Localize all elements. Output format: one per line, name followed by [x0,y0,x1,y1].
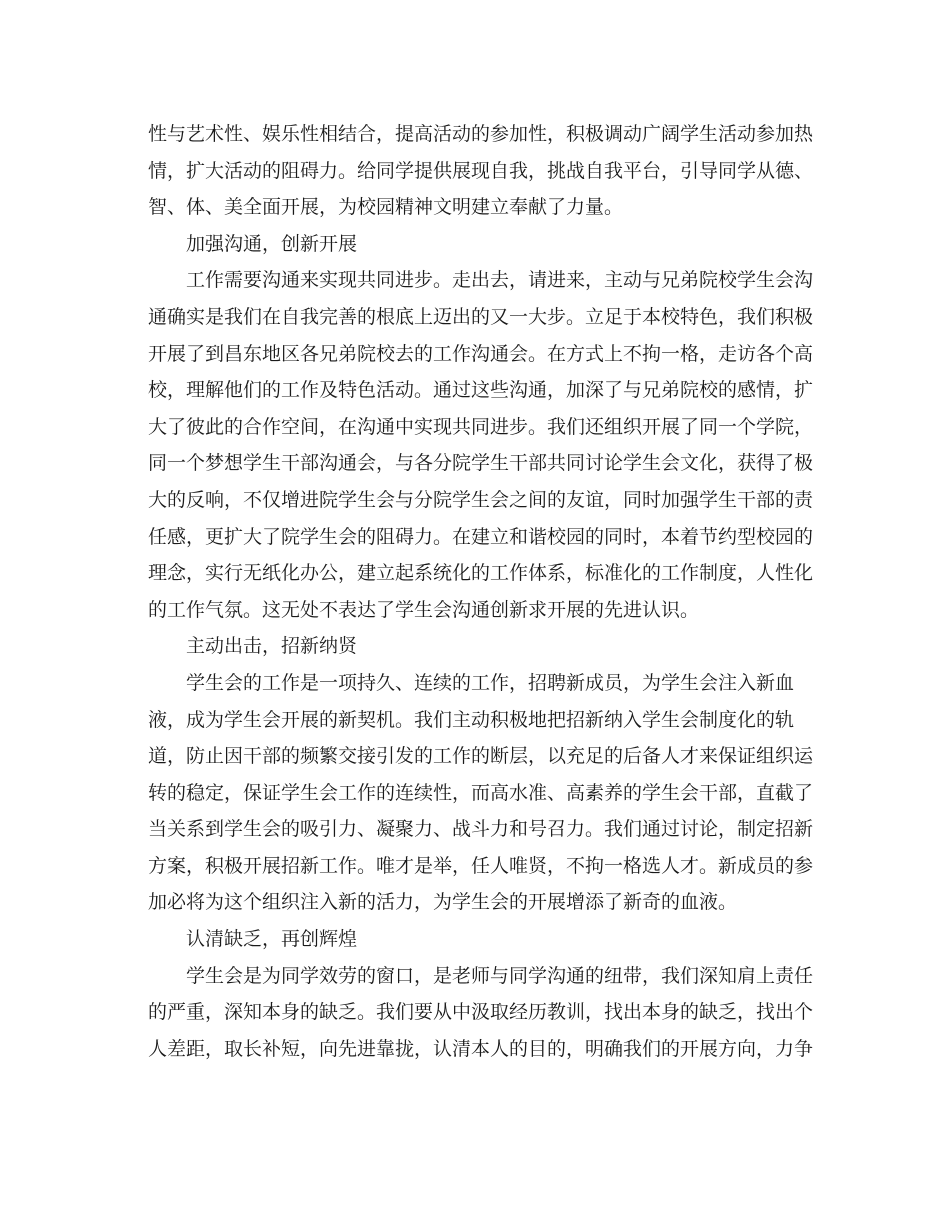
text-line: 当关系到学生会的吸引力、凝聚力、战斗力和号召力。我们通过讨论，制定招新 [148,818,814,841]
text-line: 的工作气氛。这无处不表达了学生会沟通创新求开展的先进认识。 [148,598,700,621]
text-line: 方案，积极开展招新工作。唯才是举，任人唯贤，不拘一格选人才。新成员的参 [148,854,814,877]
text-line: 的严重，深知本身的缺乏。我们要从中汲取经历教训，找出本身的缺乏，找出个 [148,1001,814,1024]
text-line: 加必将为这个组织注入新的活力，为学生会的开展增添了新奇的血液。 [148,891,738,914]
text-line: 通确实是我们在自我完善的根底上迈出的又一大步。立足于本校特色，我们积极 [148,305,814,328]
text-line: 人差距，取长补短，向先进靠拢，认清本人的目的，明确我们的开展方向，力争 [148,1037,814,1060]
document-body [148,116,814,1067]
text-line: 任感，更扩大了院学生会的阻碍力。在建立和谐校园的同时，本着节约型校园的 [148,525,814,548]
text-line: 性与艺术性、娱乐性相结合，提高活动的参加性，积极调动广阔学生活动参加热 [148,123,814,145]
text-line: 情，扩大活动的阻碍力。给同学提供展现自我，挑战自我平台，引导同学从德、 [148,159,814,182]
text-line: 工作需要沟通来实现共同进步。走出去，请进来，主动与兄弟院校学生会沟 [186,269,814,292]
text-line: 道，防止因干部的频繁交接引发的工作的断层，以充足的后备人才来保证组织运 [148,745,814,768]
text-line: 校，理解他们的工作及特色活动。通过这些沟通，加深了与兄弟院校的感情，扩 [148,379,814,402]
text-line: 学生会的工作是一项持久、连续的工作，招聘新成员，为学生会注入新血 [186,671,795,694]
text-line: 液，成为学生会开展的新契机。我们主动积极地把招新纳入学生会制度化的轨 [148,708,795,731]
text-line: 同一个梦想学生干部沟通会，与各分院学生干部共同讨论学生会文化，获得了极 [148,452,814,475]
text-line: 大的反响，不仅增进院学生会与分院学生会之间的友谊，同时加强学生干部的责 [148,488,814,511]
section-heading: 加强沟通，创新开展 [186,232,358,255]
section-heading: 认清缺乏，再创辉煌 [186,928,358,951]
text-line: 理念，实行无纸化办公，建立起系统化的工作体系，标准化的工作制度，人性化 [148,562,814,585]
text-line: 智、体、美全面开展，为校园精神文明建立奉献了力量。 [148,196,624,219]
text-line: 学生会是为同学效劳的窗口，是老师与同学沟通的纽带，我们深知肩上责任 [186,964,814,987]
text-line: 大了彼此的合作空间，在沟通中实现共同进步。我们还组织开展了同一个学院， [148,415,814,438]
section-heading: 主动出击，招新纳贤 [186,635,358,658]
text-line: 开展了到昌东地区各兄弟院校去的工作沟通会。在方式上不拘一格，走访各个高 [148,342,814,365]
text-line: 转的稳定，保证学生会工作的连续性，而高水准、高素养的学生会干部，直截了 [148,781,814,804]
